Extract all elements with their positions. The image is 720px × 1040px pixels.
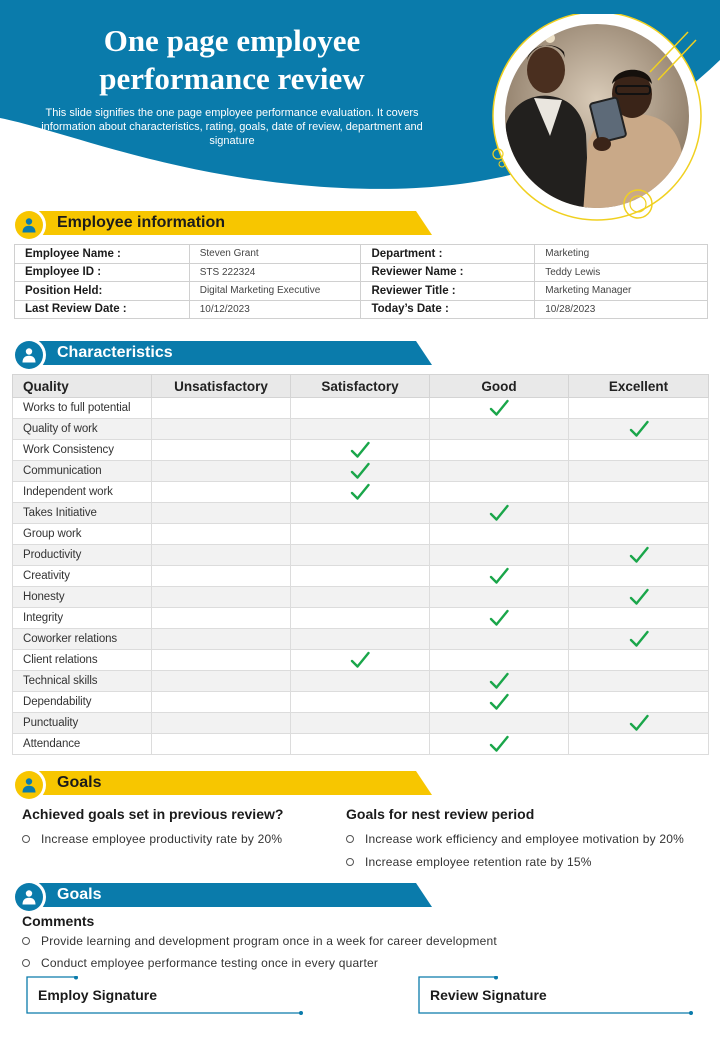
rating-cell[interactable] [291,587,430,608]
rating-cell[interactable] [291,650,430,671]
info-label: Last Review Date : [15,300,190,319]
check-icon [629,588,649,606]
list-item-text: Provide learning and development program once in a week for career development [41,934,497,948]
info-row [15,282,708,301]
rating-cell[interactable] [291,482,430,503]
achieved-goals-title: Achieved goals set in previous review? [22,806,284,822]
table-row [13,650,709,671]
rating-cell[interactable] [291,398,430,419]
rating-cell[interactable] [291,461,430,482]
employee-signature-box[interactable] [26,976,306,1014]
info-row [15,300,708,319]
rating-cell[interactable] [152,503,291,524]
check-icon [350,483,370,501]
reviewer-signature-box[interactable] [418,976,696,1014]
table-row [13,713,709,734]
rating-cell[interactable] [569,545,709,566]
column-header: Unsatisfactory [152,375,291,398]
user-icon [21,777,37,793]
rating-cell[interactable] [430,524,569,545]
quality-label: Punctuality [13,713,152,734]
quality-label: Group work [13,524,152,545]
rating-cell[interactable] [152,629,291,650]
rating-cell[interactable] [152,419,291,440]
next-goals-title: Goals for nest review period [346,806,535,822]
rating-cell[interactable] [569,419,709,440]
table-row [13,545,709,566]
info-label: Employee Name : [15,245,190,264]
rating-cell[interactable] [569,524,709,545]
section-goals-comments [12,880,436,910]
check-icon [489,567,509,585]
section-title: Characteristics [57,344,173,361]
rating-cell[interactable] [291,734,430,755]
check-icon [489,693,509,711]
rating-cell[interactable] [152,692,291,713]
rating-cell[interactable] [430,545,569,566]
section-badge [12,338,46,372]
check-icon [489,504,509,522]
check-icon [489,609,509,627]
info-label: Employee ID : [15,263,190,282]
rating-cell[interactable] [430,692,569,713]
employee-info-table [14,244,708,319]
rating-cell[interactable] [569,398,709,419]
bullet-circle-icon [22,835,30,843]
quality-label: Quality of work [13,419,152,440]
table-row [13,608,709,629]
rating-cell[interactable] [152,524,291,545]
rating-cell[interactable] [569,713,709,734]
next-goals [346,806,712,878]
bullet-circle-icon [22,959,30,967]
rating-cell[interactable] [152,587,291,608]
rating-cell[interactable] [291,545,430,566]
employee-photo [490,14,704,228]
rating-cell[interactable] [291,524,430,545]
rating-cell[interactable] [430,461,569,482]
check-icon [629,546,649,564]
rating-cell[interactable] [152,482,291,503]
quality-label: Integrity [13,608,152,629]
info-value: Marketing Manager [535,282,708,301]
quality-label: Work Consistency [13,440,152,461]
info-value: Steven Grant [189,245,361,264]
info-label: Reviewer Title : [361,282,535,301]
info-value: Marketing [535,245,708,264]
table-row [13,566,709,587]
table-row [13,524,709,545]
info-value: Teddy Lewis [535,263,708,282]
bullet-circle-icon [346,858,354,866]
table-row [13,461,709,482]
section-badge [12,880,46,914]
quality-label: Productivity [13,545,152,566]
quality-label: Dependability [13,692,152,713]
table-row [13,671,709,692]
list-item-text: Increase employee productivity rate by 20% [41,832,283,846]
rating-cell[interactable] [291,566,430,587]
rating-cell[interactable] [291,671,430,692]
list-item [22,832,332,846]
info-label: Reviewer Name : [361,263,535,282]
bullet-circle-icon [22,937,30,945]
rating-cell[interactable] [569,734,709,755]
section-title: Employee information [57,214,226,231]
rating-cell[interactable] [569,440,709,461]
section-characteristics [12,338,436,368]
check-icon [629,630,649,648]
rating-cell[interactable] [291,503,430,524]
rating-cell[interactable] [569,482,709,503]
rating-cell[interactable] [152,650,291,671]
rating-cell[interactable] [291,629,430,650]
rating-cell[interactable] [152,608,291,629]
rating-cell[interactable] [430,671,569,692]
rating-cell[interactable] [430,503,569,524]
rating-cell[interactable] [152,398,291,419]
check-icon [489,672,509,690]
rating-cell[interactable] [569,692,709,713]
table-row [13,503,709,524]
comments [22,913,497,978]
info-value: STS 222324 [189,263,361,282]
check-icon [350,441,370,459]
section-goals [12,768,436,798]
rating-cell[interactable] [569,461,709,482]
rating-cell[interactable] [430,650,569,671]
check-icon [629,420,649,438]
check-icon [350,462,370,480]
quality-label: Attendance [13,734,152,755]
info-value: 10/28/2023 [535,300,708,319]
table-row [13,692,709,713]
rating-cell[interactable] [430,608,569,629]
rating-cell[interactable] [152,440,291,461]
rating-cell[interactable] [430,587,569,608]
rating-cell[interactable] [291,440,430,461]
rating-cell[interactable] [430,566,569,587]
rating-cell[interactable] [569,566,709,587]
user-icon [21,347,37,363]
section-badge [12,208,46,242]
user-icon [21,217,37,233]
table-row [13,398,709,419]
rating-cell[interactable] [569,629,709,650]
info-label: Position Held: [15,282,190,301]
rating-cell[interactable] [291,419,430,440]
rating-cell[interactable] [569,650,709,671]
rating-cell[interactable] [569,671,709,692]
rating-cell[interactable] [430,734,569,755]
rating-cell[interactable] [430,398,569,419]
rating-cell[interactable] [152,545,291,566]
quality-label: Works to full potential [13,398,152,419]
rating-cell[interactable] [430,629,569,650]
rating-cell[interactable] [152,566,291,587]
quality-label: Communication [13,461,152,482]
rating-cell[interactable] [291,713,430,734]
list-item-text: Conduct employee performance testing once in every quarter [41,956,379,970]
info-value: 10/12/2023 [189,300,361,319]
section-title: Goals [57,774,102,791]
achieved-goals [22,806,332,855]
employee-signature-label: Employ Signature [38,987,158,1003]
reviewer-signature-label: Review Signature [430,987,547,1003]
comments-title: Comments [22,913,95,929]
user-icon [21,889,37,905]
rating-cell[interactable] [430,440,569,461]
quality-label: Honesty [13,587,152,608]
quality-label: Client relations [13,650,152,671]
list-item [22,956,497,970]
table-row [13,587,709,608]
section-title: Goals [57,886,102,903]
rating-cell[interactable] [569,608,709,629]
list-item-text: Increase employee retention rate by 15% [365,855,592,869]
bullet-circle-icon [346,835,354,843]
table-row [13,629,709,650]
list-item-text: Increase work efficiency and employee motivation by 20% [365,832,684,846]
column-header: Quality [13,375,152,398]
list-item [22,934,497,948]
rating-cell[interactable] [152,671,291,692]
rating-cell[interactable] [569,503,709,524]
rating-cell[interactable] [430,713,569,734]
rating-cell[interactable] [152,713,291,734]
page-title: One page employee performance review [99,23,365,96]
section-badge [12,768,46,802]
check-icon [489,735,509,753]
rating-cell[interactable] [569,587,709,608]
check-icon [629,714,649,732]
rating-cell[interactable] [291,692,430,713]
info-row [15,245,708,264]
check-icon [489,399,509,417]
info-value: Digital Marketing Executive [189,282,361,301]
rating-cell[interactable] [430,419,569,440]
info-label: Today’s Date : [361,300,535,319]
rating-cell[interactable] [430,482,569,503]
rating-cell[interactable] [152,461,291,482]
quality-label: Technical skills [13,671,152,692]
info-row [15,263,708,282]
page-subtitle: This slide signifies the one page employee performance evaluation. It covers information about characteristics, rating, goals, date of review, department and signature [41,107,423,147]
table-row [13,734,709,755]
column-header: Good [430,375,569,398]
table-row [13,482,709,503]
quality-label: Takes Initiative [13,503,152,524]
list-item [346,832,712,846]
rating-cell[interactable] [291,608,430,629]
characteristics-table [12,374,709,755]
column-header: Excellent [569,375,709,398]
column-header: Satisfactory [291,375,430,398]
list-item [346,855,712,869]
table-row [13,419,709,440]
info-label: Department : [361,245,535,264]
check-icon [350,651,370,669]
quality-label: Coworker relations [13,629,152,650]
section-employee-information [12,208,436,238]
rating-cell[interactable] [152,734,291,755]
table-row [13,440,709,461]
quality-label: Independent work [13,482,152,503]
quality-label: Creativity [13,566,152,587]
